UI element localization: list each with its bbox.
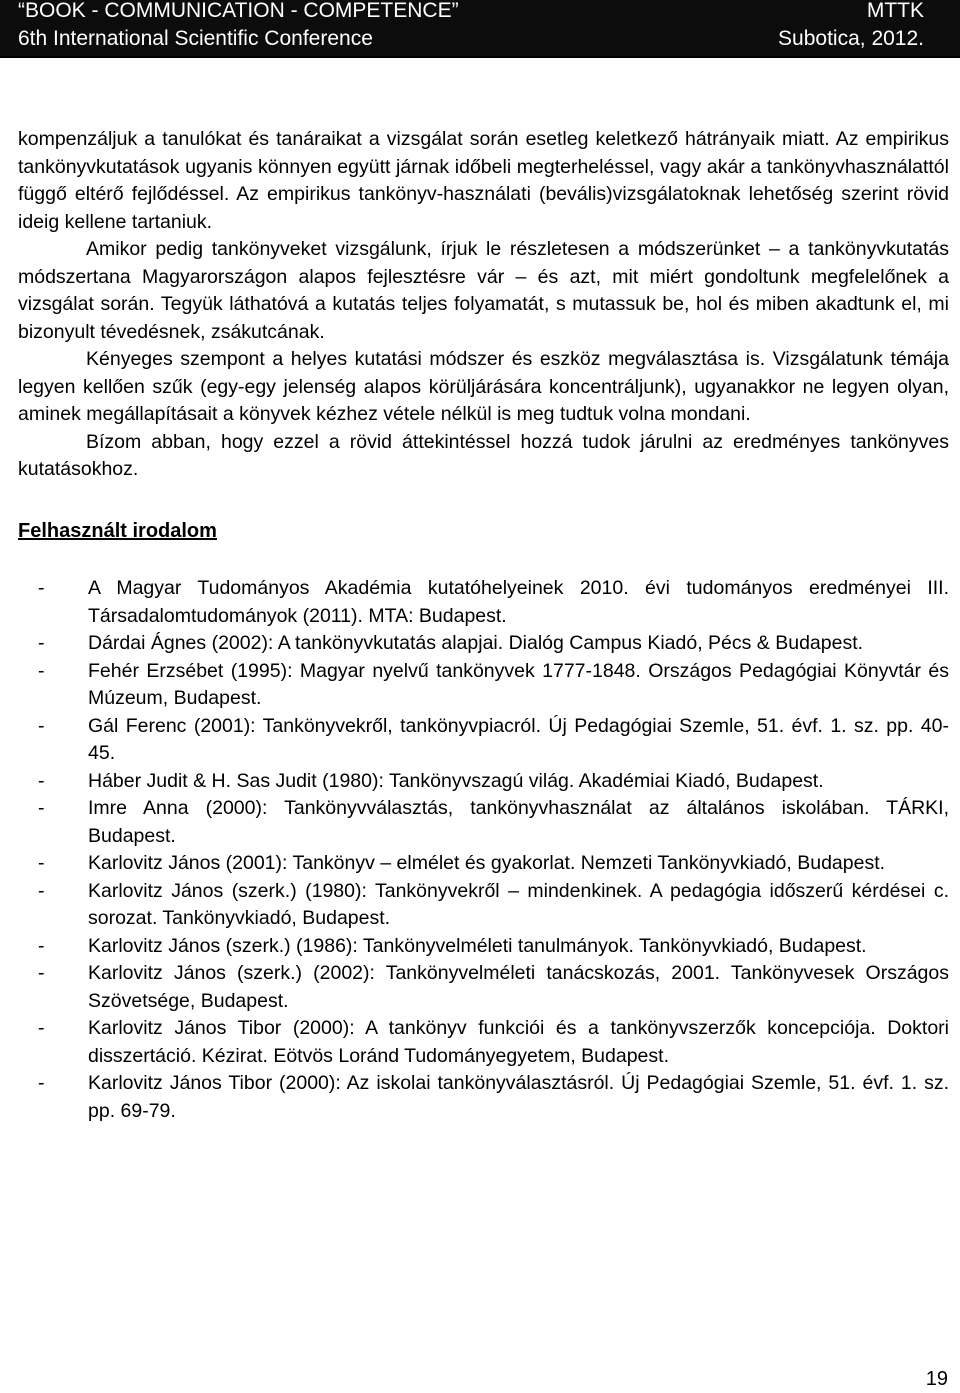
reference-item (18, 933, 949, 961)
reference-item (18, 850, 949, 878)
page-number: 19 (925, 1368, 948, 1390)
paragraph-1: kompenzáljuk a tanulókat és tanáraikat a vizsgálat során esetleg keletkező hátrányaik miatt. Az empirikus tankönyvkutatások ugyanis könnyen együtt járnak időbeli megterheléssel, vagy akár a tankönyvhasználattól függő eltérő fejlődéssel. Az empirikus tankönyv-használati (bevális)vizsgálatoknak lehetőség szerint rövid ideig kellene tartaniuk. (18, 128, 949, 233)
reference-item (18, 795, 949, 850)
reference-item (18, 630, 949, 658)
references-list (18, 575, 949, 1125)
reference-item (18, 658, 949, 713)
list-dash: - (38, 797, 45, 819)
conference-name: 6th International Scientific Conference (18, 27, 373, 50)
reference-text: Karlovitz János (szerk.) (1980): Tankönyvekről – mindenkinek. A pedagógia időszerű kérdései c. sorozat. Tankönyvkiadó, Budapest. (88, 879, 949, 929)
reference-item (18, 878, 949, 933)
page-header (0, 0, 960, 58)
document-body (18, 126, 949, 1125)
reference-item (18, 713, 949, 768)
reference-text: Fehér Erzsébet (1995): Magyar nyelvű tankönyvek 1777-1848. Országos Pedagógiai Könyvtár és Múzeum, Budapest. (88, 659, 949, 709)
reference-text: Imre Anna (2000): Tankönyvválasztás, tankönyvhasználat az általános iskolában. TÁRKI, Budapest. (88, 797, 949, 847)
list-dash: - (38, 577, 45, 599)
reference-text: Gál Ferenc (2001): Tankönyvekről, tankönyvpiacról. Új Pedagógiai Szemle, 51. évf. 1. sz. pp. 40-45. (88, 714, 949, 764)
reference-text: A Magyar Tudományos Akadémia kutatóhelyeinek 2010. évi tudományos eredményei III. Társadalomtudományok (2011). MTA: Budapest. (88, 577, 949, 627)
header-row-2 (18, 26, 924, 52)
list-dash: - (38, 659, 45, 682)
list-dash: - (38, 714, 45, 737)
reference-text: Dárdai Ágnes (2002): A tankönyvkutatás alapjai. Dialóg Campus Kiadó, Pécs & Budapest. (88, 632, 864, 654)
list-dash: - (38, 1017, 45, 1039)
reference-text: Karlovitz János (2001): Tankönyv – elmélet és gyakorlat. Nemzeti Tankönyvkiadó, Budapest. (88, 852, 886, 874)
list-dash: - (38, 879, 45, 902)
list-dash: - (38, 962, 45, 984)
location-date: Subotica, 2012. (778, 27, 924, 50)
faculty-name: MTTK (866, 0, 924, 22)
header-row-1 (18, 0, 924, 24)
reference-text: Karlovitz János (szerk.) (2002): Tankönyvelméleti tanácskozás, 2001. Tankönyvesek Országos Szövetsége, Budapest. (88, 962, 949, 1012)
reference-text: Karlovitz János (szerk.) (1986): Tankönyvelméleti tanulmányok. Tankönyvkiadó, Budapest. (88, 934, 867, 957)
paragraph-4: Bízom abban, hogy ezzel a rövid áttekintéssel hozzá tudok járulni az eredményes tankönyves kutatásokhoz. (18, 430, 949, 480)
conference-book-title: “BOOK - COMMUNICATION - COMPETENCE” (18, 0, 459, 22)
paragraph-2: Amikor pedig tankönyveket vizsgálunk, írjuk le részletesen a módszerünket – a tankönyvkutatás módszertana Magyarországon alapos fejlesztésre vár – és azt, mit miért gondoltunk megfelelőnek a vizsgálat során. Tegyük láthatóvá a kutatás teljes folyamatát, s mutassuk be, hol és miben akadtunk el, mi bizonyult tévedésnek, zsákutcának. (18, 238, 949, 343)
list-dash: - (38, 1072, 45, 1094)
reference-item (18, 1015, 949, 1070)
list-dash: - (38, 769, 45, 792)
reference-item (18, 1070, 949, 1125)
reference-text: Karlovitz János Tibor (2000): Az iskolai tankönyválasztásról. Új Pedagógiai Szemle, 51. évf. 1. sz. pp. 69-79. (88, 1072, 949, 1122)
reference-text: Háber Judit & H. Sas Judit (1980): Tankönyvszagú világ. Akadémiai Kiadó, Budapest. (88, 769, 824, 792)
reference-item (18, 768, 949, 796)
reference-item (18, 575, 949, 630)
reference-text: Karlovitz János Tibor (2000): A tankönyv funkciói és a tankönyvszerzők koncepciója. Doktori disszertáció. Kézirat. Eötvös Loránd Tudományegyetem, Budapest. (88, 1017, 949, 1067)
list-dash: - (38, 934, 45, 957)
reference-item (18, 960, 949, 1015)
list-dash: - (38, 632, 45, 654)
paragraph-3: Kényeges szempont a helyes kutatási módszer és eszköz megválasztása is. Vizsgálatunk témája legyen kellően szűk (egy-egy jelenség alapos körüljárására koncentráljunk), ugyanakkor ne legyen olyan, aminek megállapításait a könyvek kézhez vétele nélkül is meg tudtuk volna mondani. (18, 348, 949, 425)
list-dash: - (38, 852, 45, 874)
references-heading: Felhasznált irodalom (18, 519, 217, 542)
